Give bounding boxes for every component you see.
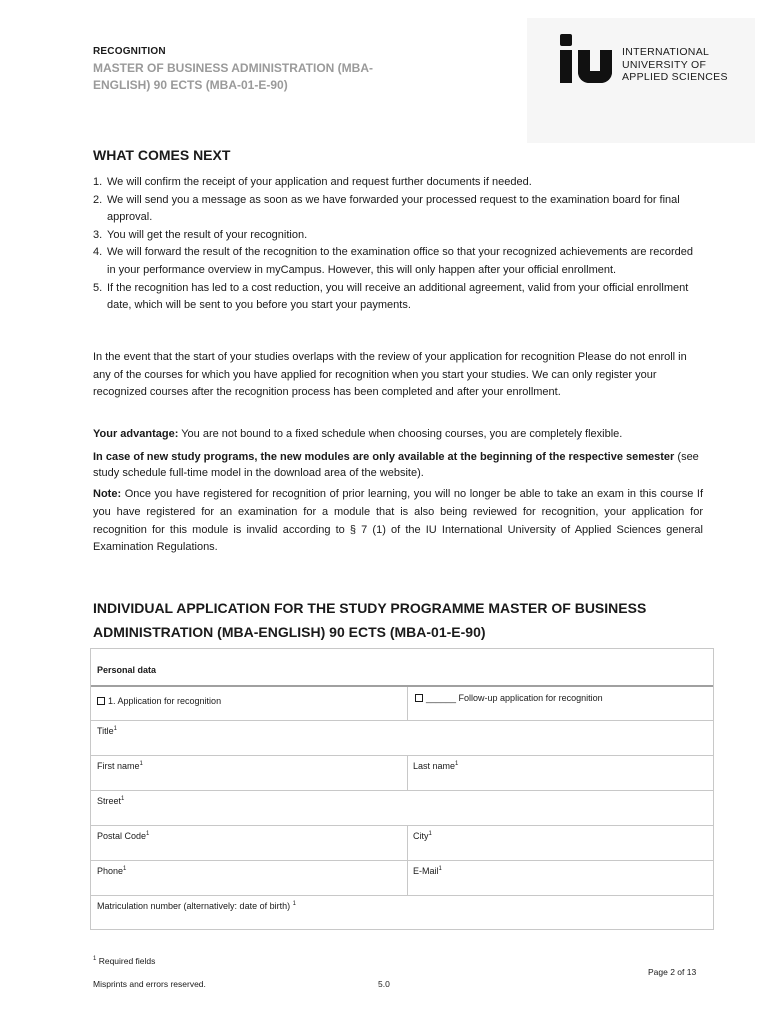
last-name-field[interactable]: [407, 756, 713, 790]
list-item: [93, 244, 703, 279]
advantage-label: Your advantage:: [93, 428, 179, 440]
matriculation-label: Matriculation number (alternatively: date of birth): [97, 901, 291, 911]
list-item-number: 2.: [93, 193, 103, 206]
new-programs-paragraph: [93, 450, 703, 481]
list-item: [93, 280, 703, 315]
followup-application-checkbox[interactable]: [415, 694, 423, 702]
application-heading: INDIVIDUAL APPLICATION FOR THE STUDY PROGRAMME MASTER OF BUSINESS ADMINISTRATION (MBA-ENGLISH) 90 ECTS (MBA-01-E-90): [93, 600, 647, 640]
next-steps-list: [93, 174, 703, 315]
footnote-text: Required fields: [96, 956, 156, 966]
document-title: MASTER OF BUSINESS ADMINISTRATION (MBA-ENGLISH) 90 ECTS (MBA-01-E-90): [93, 61, 373, 92]
advantage-text: You are not bound to a fixed schedule when choosing courses, you are completely flexible.: [178, 428, 623, 440]
version-number: 5.0: [378, 979, 390, 989]
list-item-text: We will forward the result of the recognition to the examination office so that your recognized achievements are recorded in your performance overview in myCampus. However, this will only happen after your official enrollment.: [107, 246, 693, 276]
first-application-checkbox[interactable]: [97, 697, 105, 705]
list-item: [93, 227, 703, 245]
city-label: City: [413, 831, 429, 841]
first-name-field[interactable]: [91, 756, 407, 790]
new-programs-text: (see study schedule full-time model in the download area of the website).: [93, 451, 699, 479]
last-name-label: Last name: [413, 761, 456, 771]
city-field[interactable]: [407, 826, 713, 860]
required-mark: 1: [139, 761, 143, 767]
list-item-number: 5.: [93, 281, 103, 294]
postal-code-label: Postal Code: [97, 831, 147, 841]
list-item-text: We will confirm the receipt of your application and request further documents if needed.: [107, 176, 532, 188]
followup-application-option[interactable]: [409, 687, 603, 720]
street-field[interactable]: [91, 791, 713, 825]
phone-label: Phone: [97, 866, 124, 876]
postal-code-field[interactable]: [91, 826, 407, 860]
logo-mark-u: [578, 50, 612, 83]
required-mark: 1: [113, 726, 118, 732]
form-section-row: [91, 649, 713, 685]
first-application-label: 1. Application for recognition: [108, 696, 222, 706]
logo-mark-dot: [560, 34, 572, 46]
list-item-text: We will send you a message as soon as we have forwarded your processed request to the examination board for final approval.: [107, 193, 680, 224]
list-item: [93, 192, 703, 227]
footnote-mark: 1: [93, 956, 97, 963]
list-item-text: If the recognition has led to a cost reduction, you will receive an additional agreement, valid from your official enrollment date, which will be sent to you before you start your payments.: [107, 281, 689, 312]
postal-city-row: [91, 825, 713, 860]
email-label: E-Mail: [413, 866, 439, 876]
logo-line-2: UNIVERSITY OF: [622, 58, 707, 71]
street-row: [91, 790, 713, 825]
street-label: Street: [97, 796, 122, 806]
logo-line-1: INTERNATIONAL: [622, 46, 710, 58]
list-item-number: 1.: [93, 176, 103, 188]
phone-field[interactable]: [91, 861, 407, 895]
followup-application-label: ______ Follow-up application for recognition: [426, 693, 603, 703]
column-divider: [407, 687, 408, 720]
document-kicker: RECOGNITION: [93, 46, 166, 57]
note-paragraph: [93, 486, 703, 557]
phone-email-row: [91, 860, 713, 895]
list-item-number: 3.: [93, 228, 103, 241]
first-application-option[interactable]: [91, 687, 221, 720]
new-programs-bold: In case of new study programs, the new modules are only available at the beginning of the respective semester: [93, 451, 675, 463]
required-mark: 1: [123, 866, 127, 872]
list-item-number: 4.: [93, 246, 103, 259]
logo-mark-i: [560, 50, 572, 83]
required-mark: 1: [438, 866, 442, 872]
next-steps-heading: WHAT COMES NEXT: [93, 147, 231, 163]
application-type-row: [91, 685, 713, 720]
list-item: [93, 174, 703, 192]
personal-data-label: Personal data: [97, 665, 157, 675]
required-fields-footnote: [93, 956, 155, 966]
required-mark: 1: [121, 796, 125, 802]
required-mark: 1: [292, 901, 296, 907]
first-name-label: First name: [97, 761, 140, 771]
matriculation-field[interactable]: [91, 896, 713, 929]
title-field[interactable]: [91, 721, 713, 755]
required-mark: 1: [146, 831, 150, 837]
email-field[interactable]: [407, 861, 713, 895]
overlap-paragraph: In the event that the start of your studies overlaps with the review of your application for recognition Please do not enroll in any of the courses for which you have applied for recognition when you start your studies. We can only register your recognized courses after the recognition process has been completed and after your enrollment.: [93, 351, 687, 399]
logo-wordmark: [622, 46, 728, 84]
advantage-paragraph: [93, 426, 703, 444]
required-mark: 1: [428, 831, 432, 837]
title-row: [91, 720, 713, 755]
personal-data-form: [90, 648, 714, 930]
note-label: Note:: [93, 488, 122, 500]
page-number: Page 2 of 13: [648, 967, 697, 977]
name-row: [91, 755, 713, 790]
matriculation-row: [91, 895, 713, 929]
disclaimer: Misprints and errors reserved.: [93, 979, 206, 989]
list-item-text: You will get the result of your recognition.: [107, 228, 308, 241]
logo-line-3: APPLIED SCIENCES: [622, 71, 728, 83]
required-mark: 1: [455, 761, 459, 767]
note-text: Once you have registered for recognition of prior learning, you will no longer be able to take an exam in this course If you have registered for an examination for a module that is also being reviewed for recognition, your application for recognition for this module is invalid according to § 7 (1) of the IU International University of Applied Sciences general Examination Regulations.: [93, 488, 703, 554]
title-label: Title: [97, 726, 114, 736]
